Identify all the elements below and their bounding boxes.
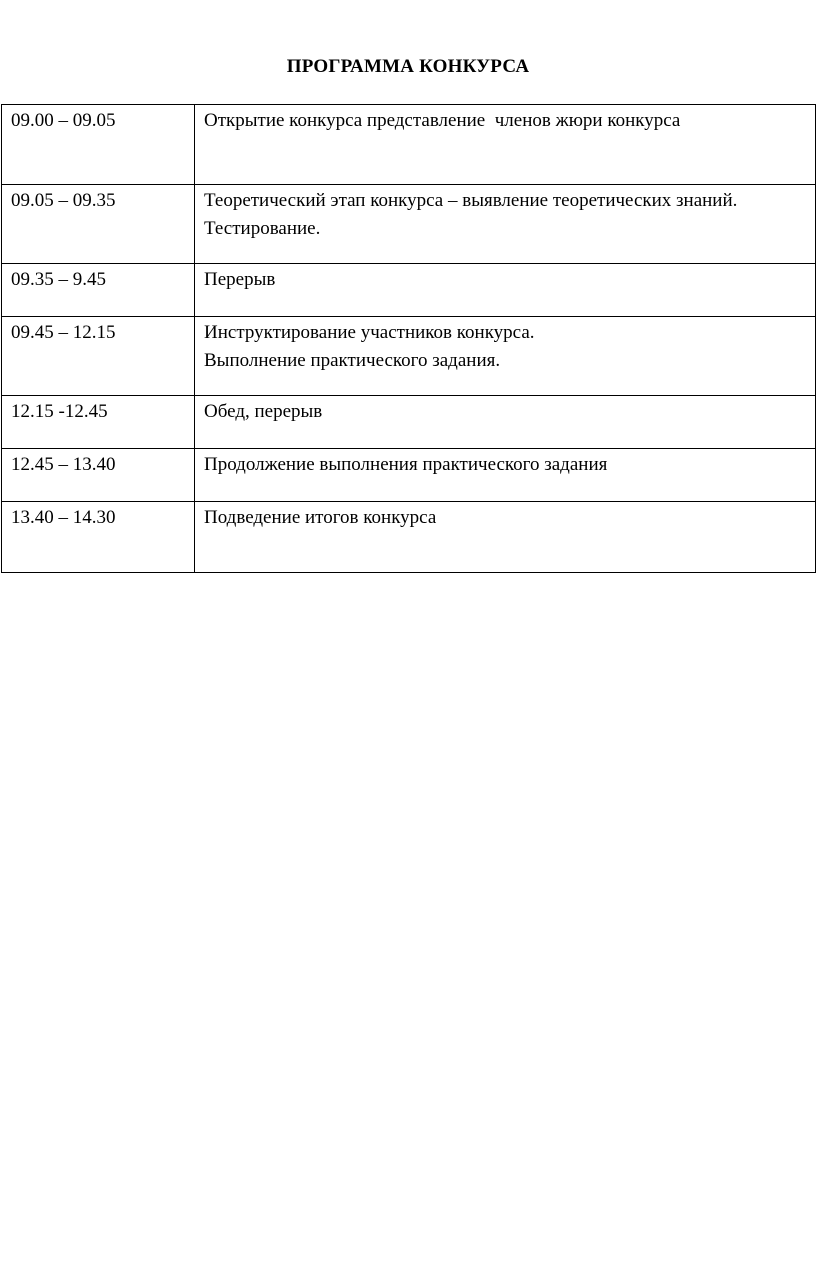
schedule-table xyxy=(1,104,816,573)
schedule-time: 09.45 – 12.15 xyxy=(2,317,195,396)
schedule-time: 12.15 -12.45 xyxy=(2,396,195,449)
schedule-row xyxy=(2,396,816,449)
schedule-activity xyxy=(195,502,816,573)
schedule-activity-text: Перерыв xyxy=(204,269,276,290)
schedule-time: 09.05 – 09.35 xyxy=(2,185,195,264)
schedule-activity-text: Инструктирование участников конкурса. Выполнение практического задания. xyxy=(204,322,535,371)
schedule-activity xyxy=(195,105,816,185)
schedule-time: 09.35 – 9.45 xyxy=(2,264,195,317)
schedule-row xyxy=(2,105,816,185)
schedule-activity xyxy=(195,185,816,264)
schedule-time: 09.00 – 09.05 xyxy=(2,105,195,185)
schedule-activity-text: Открытие конкурса представление членов жюри конкурса xyxy=(204,110,681,131)
schedule-activity xyxy=(195,396,816,449)
schedule-activity-text: Теоретический этап конкурса – выявление теоретических знаний. Тестирование. xyxy=(204,190,743,239)
schedule-activity-text: Обед, перерыв xyxy=(204,401,323,422)
schedule-activity xyxy=(195,264,816,317)
schedule-row xyxy=(2,502,816,573)
schedule-activity xyxy=(195,449,816,502)
schedule-activity xyxy=(195,317,816,396)
schedule-row xyxy=(2,264,816,317)
schedule-row xyxy=(2,317,816,396)
schedule-time: 13.40 – 14.30 xyxy=(2,502,195,573)
schedule-activity-text: Подведение итогов конкурса xyxy=(204,507,437,528)
schedule-activity-text: Продолжение выполнения практического задания xyxy=(204,454,608,475)
document-title: ПРОГРАММА КОНКУРСА xyxy=(286,56,530,77)
schedule-row xyxy=(2,185,816,264)
schedule-row xyxy=(2,449,816,502)
schedule-time: 12.45 – 13.40 xyxy=(2,449,195,502)
